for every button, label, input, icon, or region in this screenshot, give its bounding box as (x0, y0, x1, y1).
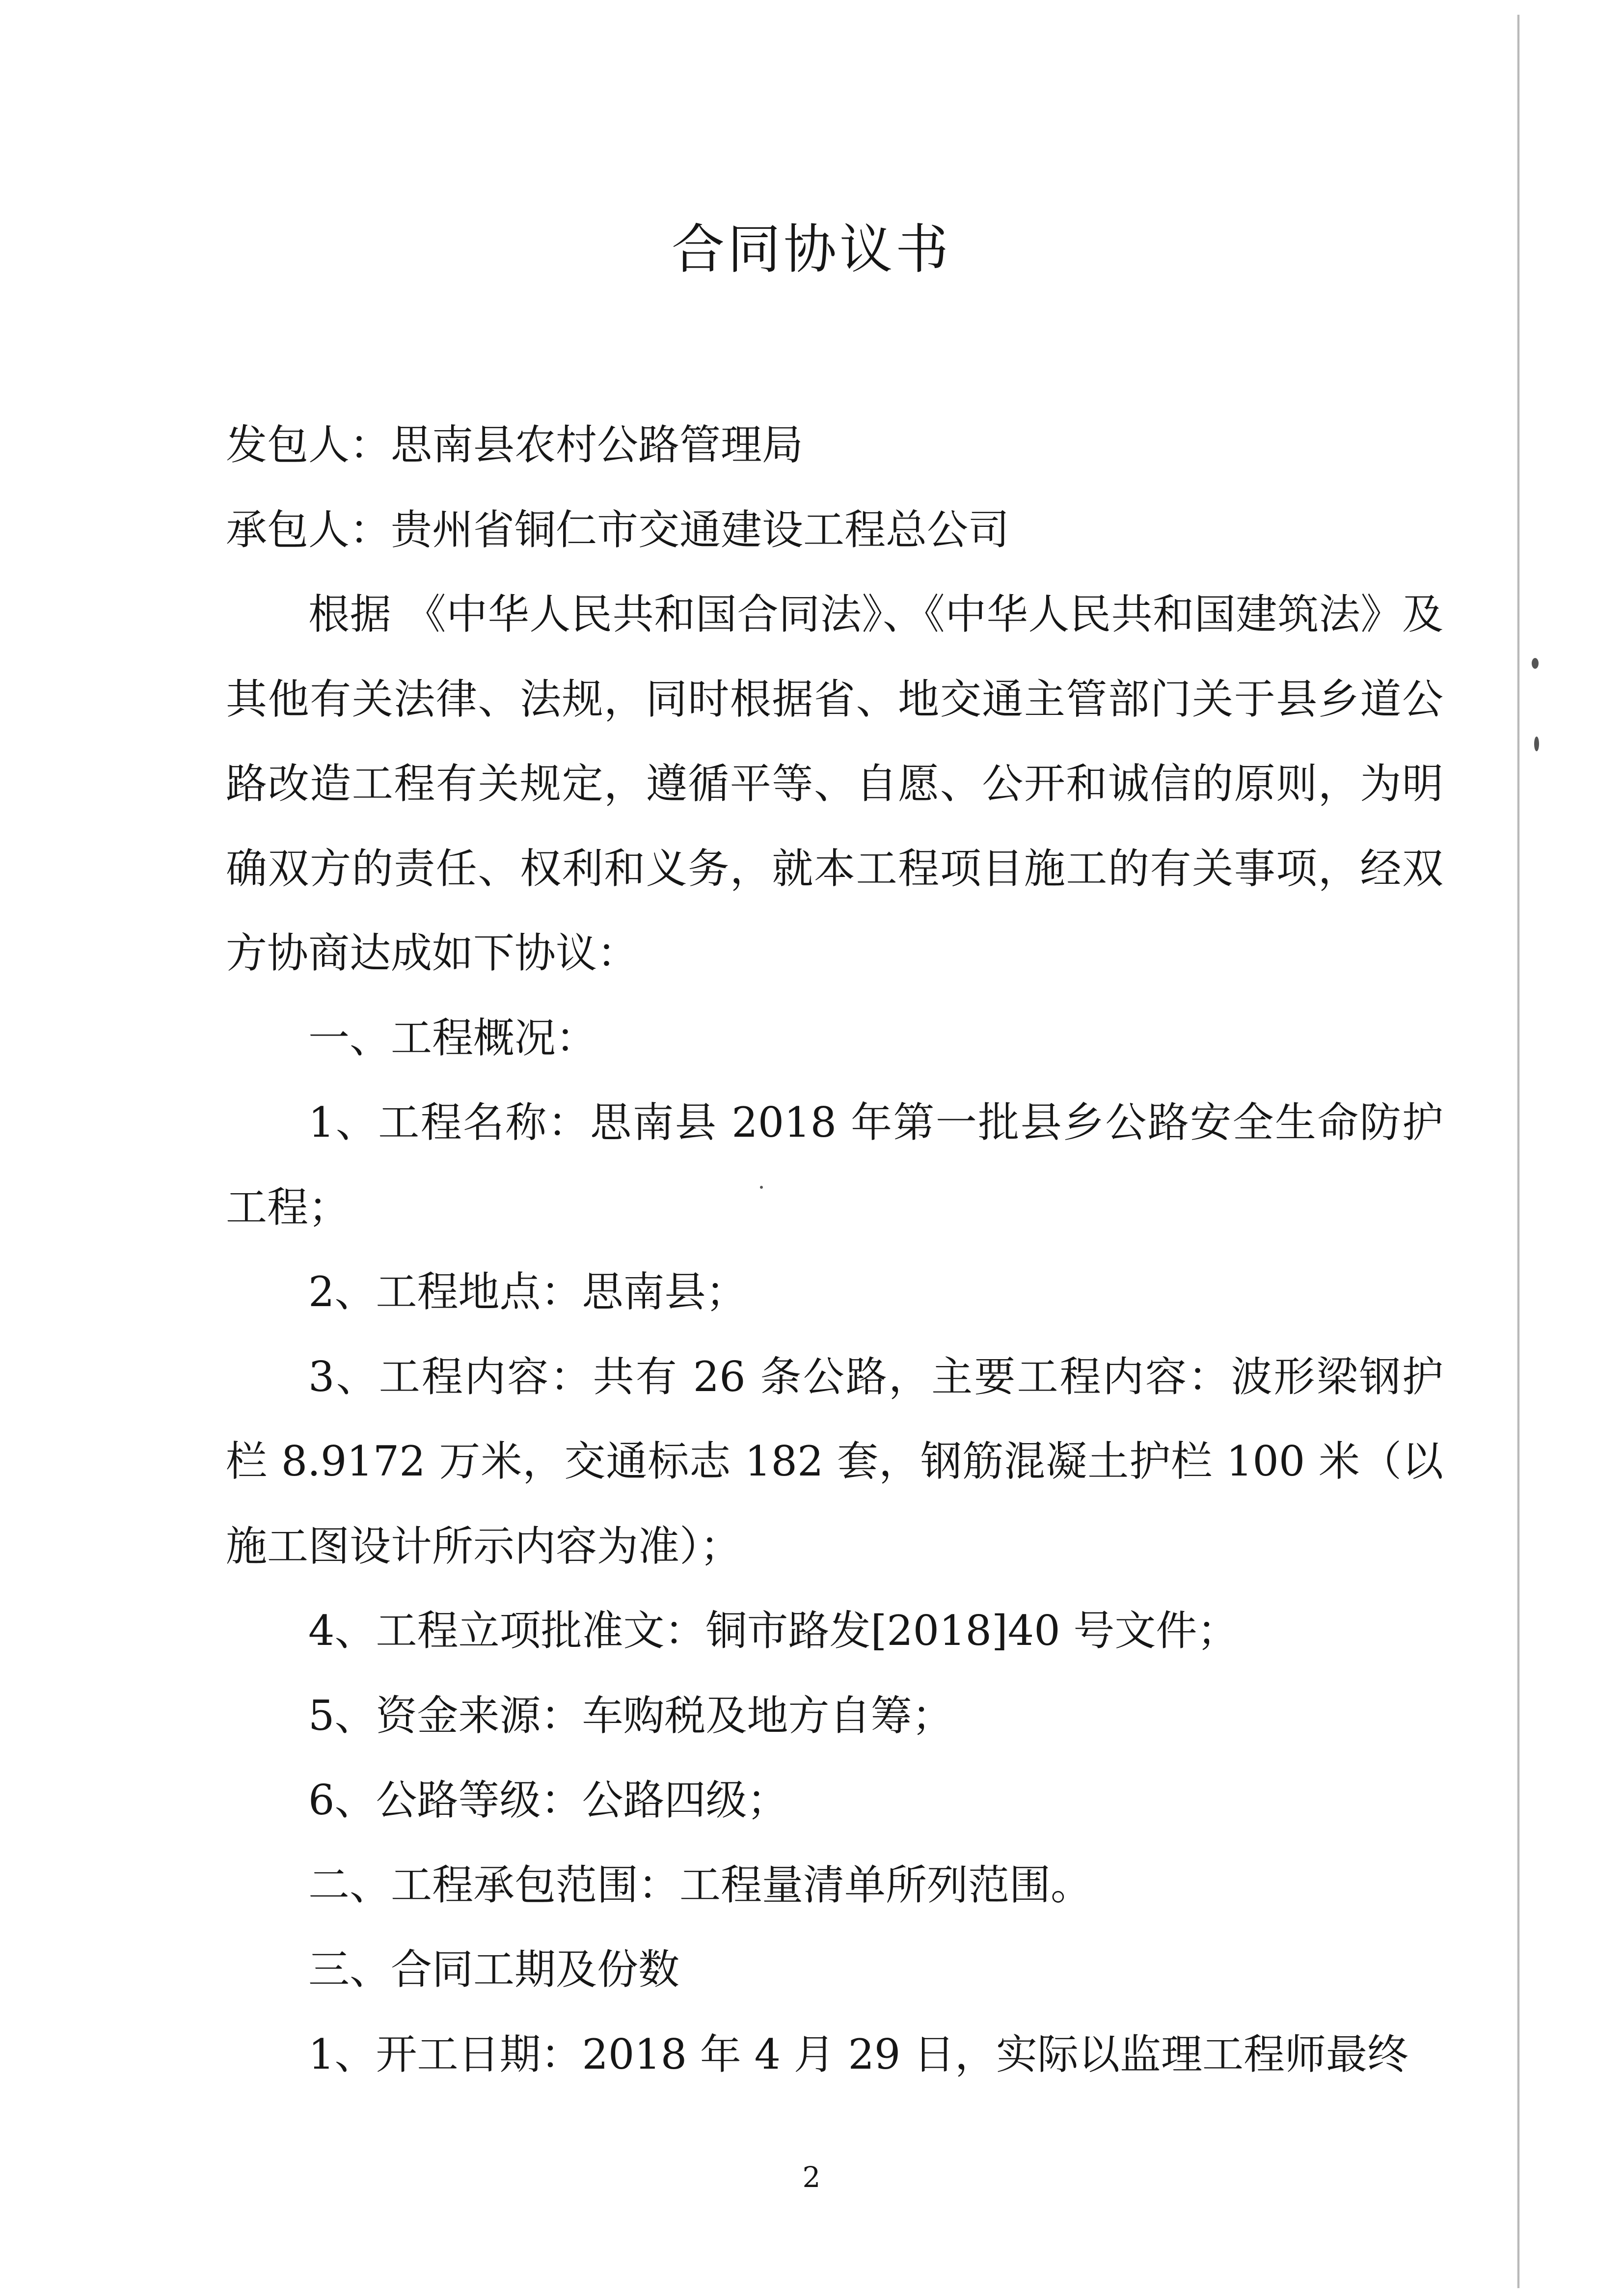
section-contract-scope: 二、工程承包范围：工程量清单所列范围。 (308, 1860, 1092, 1909)
section-heading-duration: 三、合同工期及份数 (308, 1945, 680, 1994)
section-heading-overview: 一、工程概况： (308, 1013, 597, 1062)
item-road-grade: 6、公路等级：公路四级； (308, 1776, 788, 1824)
document-title: 合同协议书 (671, 219, 951, 280)
scan-speck (1534, 737, 1539, 751)
contractor-line: 承包人：贵州省铜仁市交通建设工程总公司 (226, 505, 1010, 554)
employer-line: 发包人：思南县农村公路管理局 (226, 421, 804, 469)
item-start-date: 1、开工日期：2018 年 4 月 29 日，实际以监理工程师最终 (308, 2030, 1409, 2078)
item-funding-source: 5、资金来源：车购税及地方自筹； (308, 1691, 953, 1740)
preamble-paragraph: 根据 《中华人民共和国合同法》、《中华人民共和国建筑法》及其他有关法律、法规，同时根据省、地交通主管部门关于县乡道公路改造工程有关规定，遵循平等、自愿、公开和诚信的原则，为明确双方的责任、权利和义务，就本工程项目施工的有关事项，经双方协商达成如下协议： (226, 590, 1443, 977)
item-approval-document: 4、工程立项批准文：铜市路发[2018]40 号文件； (308, 1607, 1239, 1655)
scan-page-edge (1517, 15, 1520, 2288)
item-project-content: 3、工程内容：共有 26 条公路，主要工程内容：波形梁钢护栏 8.9172 万米，交通标志 182 套，钢筋混凝土护栏 100 米（以施工图设计所示内容为准）； (226, 1352, 1443, 1570)
contract-body (226, 403, 1443, 2097)
scan-speck (1532, 658, 1539, 669)
page-number: 2 (802, 2160, 821, 2194)
item-project-name: 1、工程名称：思南县 2018 年第一批县乡公路安全生命防护工程； (226, 1098, 1443, 1231)
item-project-location: 2、工程地点：思南县； (308, 1268, 747, 1316)
